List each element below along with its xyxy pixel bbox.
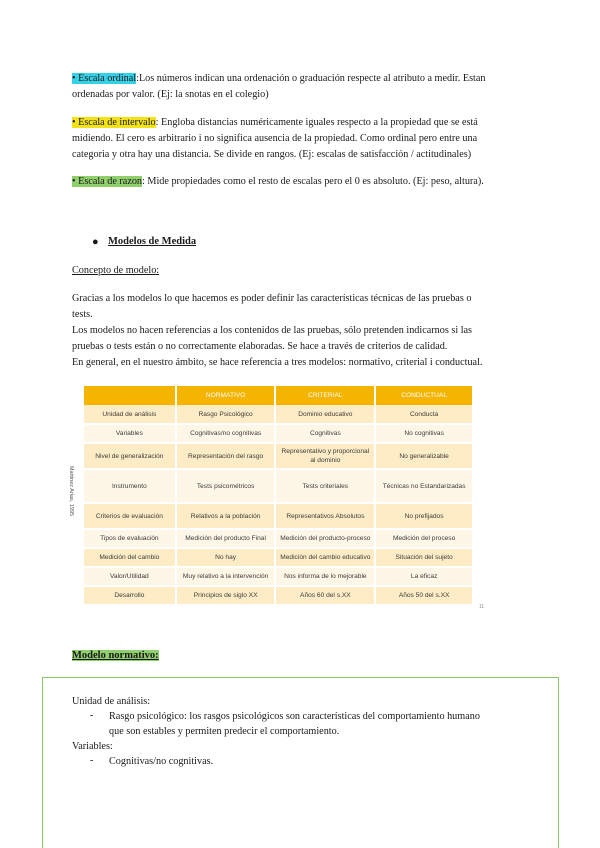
table-cell: Tests psicométricos (176, 469, 276, 503)
table-cell: Instrumento (84, 469, 176, 503)
figure-page-number: 11 (479, 604, 485, 610)
ordinal-scale-line2: ordenadas por valor. (Ej: la snotas en el colegio) (72, 89, 269, 100)
bullet-icon: ● (92, 236, 99, 248)
table-cell: Relativos a la población (176, 503, 276, 529)
table-cell: Muy relativo a la intervención (176, 567, 276, 586)
table-cell: Principios de siglo XX (176, 586, 276, 605)
ratio-scale-label: • Escala de razon (72, 176, 143, 187)
table-row (84, 503, 473, 529)
table-row (84, 529, 473, 548)
ratio-scale-paragraph (72, 174, 532, 190)
interval-scale-line3: categoria y otra hay una distancia. Se divide en rangos. (Ej: escalas de satisfacción / actitudinales) (72, 149, 472, 160)
table-cell: Representación del rasgo (176, 443, 276, 469)
interval-scale-paragraph (72, 115, 532, 163)
table-cell: Cognitivas (275, 424, 375, 443)
table-row (84, 469, 473, 503)
table-cell: Medición del producto-proceso (275, 529, 375, 548)
concept-line5: En general, en el nuestro ámbito, se hace referencia a tres modelos: normativo, criterial i conductual. (72, 357, 483, 368)
table-cell: Años 60 del s.XX (275, 586, 375, 605)
table-cell: Tests criteriales (275, 469, 375, 503)
table-row (84, 405, 473, 424)
table-cell: Cognitivas/no cognitivas (176, 424, 276, 443)
header-cell: CRITERIAL (275, 386, 375, 405)
table-cell: Representativo y proporcional al dominio (275, 443, 375, 469)
variables-item: Cognitivas/no cognitivas. (109, 756, 214, 767)
table-cell: Criterios de evaluación (84, 503, 176, 529)
trait-item-line2: que son estables y permiten predecir el comportamiento. (109, 726, 340, 737)
list-dash: - (90, 710, 94, 721)
table-cell: No generalizable (375, 443, 473, 469)
table-cell: Desarrollo (84, 586, 176, 605)
table-row (84, 567, 473, 586)
header-cell: NORMATIVO (176, 386, 276, 405)
interval-scale-label: • Escala de intervalo (72, 117, 156, 128)
table-cell: Representativos Absolutos (275, 503, 375, 529)
normative-box (42, 677, 559, 848)
table-row (84, 548, 473, 567)
table-row (84, 586, 473, 605)
table-row (84, 443, 473, 469)
table-cell: Valor/Utilidad (84, 567, 176, 586)
table-cell: Técnicas no Estandarizadas (375, 469, 473, 503)
concept-line4: pruebas o tests están o no correctamente elaboradas. Se hace a través de criterios de calidad. (72, 341, 448, 352)
interval-scale-line2: midiendo. El cero es arbitrario i no significa ausencia de la propiedad. Como ordinal pero entre una (72, 133, 478, 144)
table-cell: Variables (84, 424, 176, 443)
section-title: Modelos de Medida (108, 236, 197, 247)
models-table (84, 386, 474, 606)
unit-of-analysis-label: Unidad de análisis: (72, 696, 151, 707)
table-cell: Dominio educativo (275, 405, 375, 424)
table-cell: Años 50 del s.XX (375, 586, 473, 605)
table-cell: Medición del cambio educativo (275, 548, 375, 567)
trait-item-line1: Rasgo psicológico: los rasgos psicológicos son características del comportamiento humano (109, 711, 480, 722)
header-cell: CONDUCTUAL (375, 386, 473, 405)
table-cell: Unidad de análisis (84, 405, 176, 424)
concept-paragraph (72, 291, 542, 371)
table-cell: Situación del sujeto (375, 548, 473, 567)
header-cell (84, 386, 176, 405)
concept-line3: Los modelos no hacen referencias a los contenidos de las pruebas, sólo pretenden indicarnos si las (72, 325, 473, 336)
table-cell: No prefijados (375, 503, 473, 529)
table-cell: La eficaz (375, 567, 473, 586)
normative-heading: Modelo normativo: (72, 650, 159, 661)
table-cell: Medición del producto Final (176, 529, 276, 548)
concept-heading: Concepto de modelo: (72, 265, 160, 276)
ordinal-scale-label: • Escala ordinal (72, 73, 137, 84)
table-cell: No hay (176, 548, 276, 567)
figure-source-label: Martinez Arias, 1995 (68, 465, 74, 517)
table-cell: Tipos de evaluación (84, 529, 176, 548)
table-cell: Rasgo Psicológico (176, 405, 276, 424)
table-row (84, 424, 473, 443)
ratio-scale-line1: : Mide propiedades como el resto de escalas pero el 0 es absoluto. (Ej: peso, altura). (142, 176, 484, 187)
table-cell: No cognitivas (375, 424, 473, 443)
table-header-row (84, 386, 473, 405)
ordinal-scale-paragraph (72, 71, 532, 103)
variables-label: Variables: (72, 741, 113, 752)
table-cell: Conducta (375, 405, 473, 424)
ordinal-scale-line1: :Los números indican una ordenación o graduación respecte al atributo a medir. Estan (136, 73, 486, 84)
table-cell: Nivel de generalización (84, 443, 176, 469)
interval-scale-line1: : Engloba distancias numéricamente iguales respecto a la propiedad que se está (155, 117, 478, 128)
table-cell: Nos informa de lo mejorable (275, 567, 375, 586)
concept-line2: tests. (72, 309, 93, 320)
list-dash: - (90, 755, 94, 766)
concept-line1: Gracias a los modelos lo que hacemos es poder definir las características técnicas de las pruebas o (72, 293, 472, 304)
table-cell: Medición del cambio (84, 548, 176, 567)
table-cell: Medición del proceso (375, 529, 473, 548)
